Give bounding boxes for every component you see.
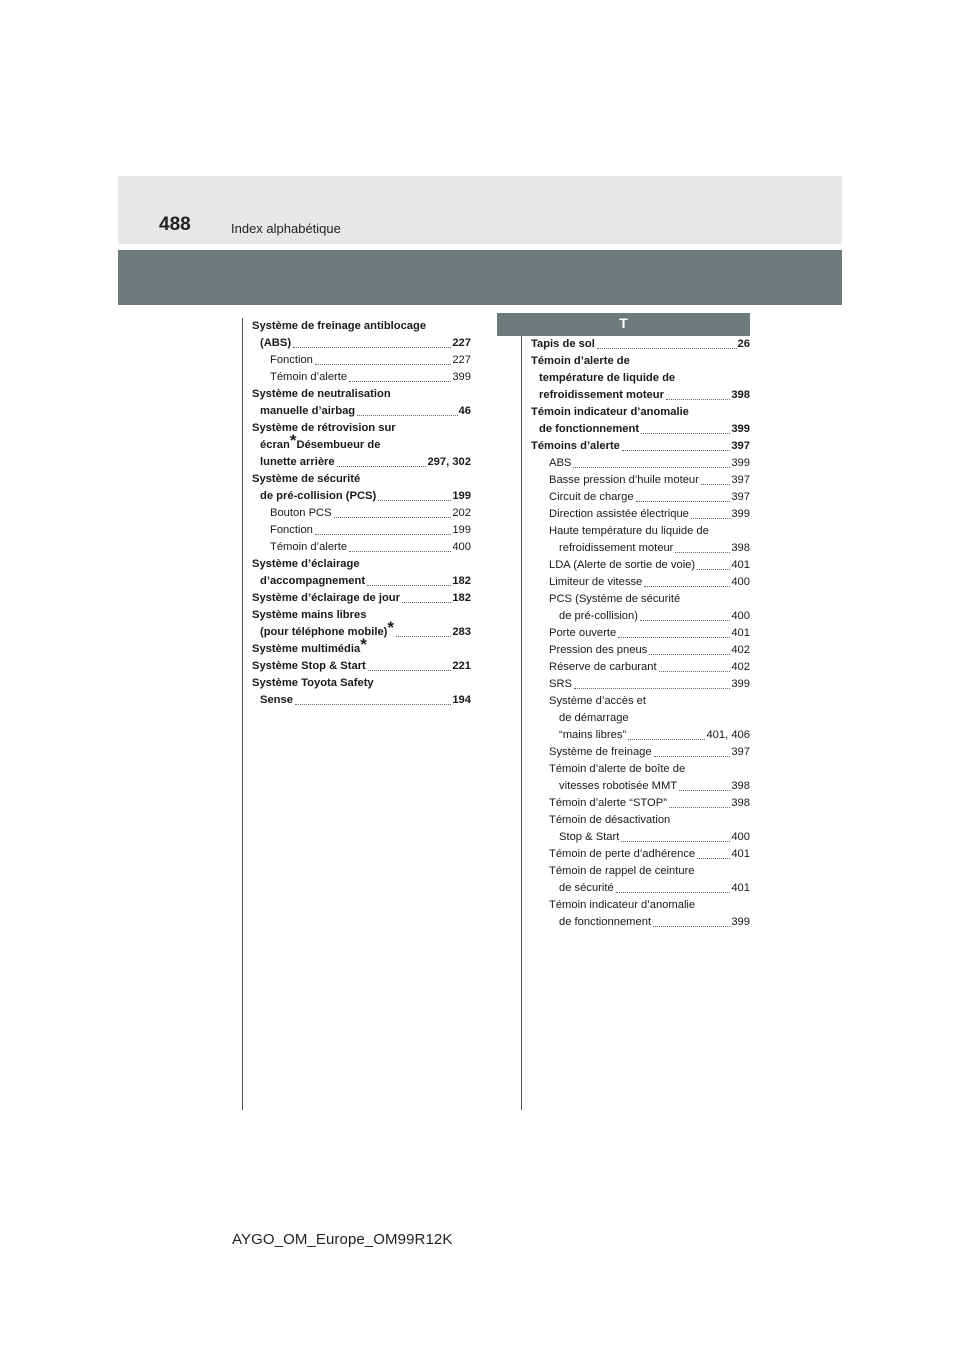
index-entry-text: Témoin indicateur d’anomalie [549, 899, 696, 911]
index-entry [252, 352, 471, 369]
index-entry-text: Témoin de rappel de ceinture [549, 865, 695, 877]
index-entry-page[interactable]: 397 [731, 491, 750, 503]
dot-leader [349, 550, 451, 552]
index-entry-page[interactable]: 227 [452, 337, 471, 349]
index-entry [531, 846, 750, 863]
index-entry-text: Système d’éclairage de jour [252, 592, 400, 604]
index-entry-text: Système de rétrovision sur [252, 422, 396, 434]
index-entry-text: Haute température du liquide de [549, 525, 709, 537]
index-entry-page[interactable]: 399 [731, 916, 750, 928]
index-entry-text: Tapis de sol [531, 338, 595, 350]
index-entry-text: écran [260, 439, 290, 451]
dot-leader [701, 483, 730, 485]
index-entry-page[interactable]: 202 [452, 507, 471, 519]
index-entry [252, 658, 471, 675]
index-entry [252, 607, 471, 624]
dot-leader [669, 806, 730, 808]
dot-leader [653, 925, 730, 927]
index-entry-text: Témoin de désactivation [549, 814, 671, 826]
index-entry [252, 369, 471, 386]
index-entry-text: Porte ouverte [549, 627, 617, 639]
index-entry [531, 710, 750, 727]
dot-leader [574, 687, 730, 689]
dot-leader [295, 703, 451, 705]
index-entry [252, 635, 471, 658]
index-entry-text: Témoin d’alerte [270, 371, 348, 383]
index-entry [531, 863, 750, 880]
index-entry [531, 659, 750, 676]
index-entry [531, 591, 750, 608]
index-entry-page[interactable]: 26 [737, 338, 750, 350]
dot-leader [636, 500, 731, 502]
index-entry-text: Témoins d’alerte [531, 440, 620, 452]
dot-leader [641, 432, 730, 434]
index-entry-text: lunette arrière [260, 456, 335, 468]
index-entry-text: Système Stop & Start [252, 660, 366, 672]
dot-leader [697, 857, 730, 859]
index-entry-page[interactable]: 400 [452, 541, 471, 553]
index-entry [531, 676, 750, 693]
index-entry-text: de pré-collision) [559, 610, 638, 622]
index-entry [531, 557, 750, 574]
dot-leader [640, 619, 730, 621]
header-dark-band [118, 250, 842, 305]
index-entry [252, 471, 471, 488]
dot-leader [697, 568, 730, 570]
index-entry-text: LDA (Alerte de sortie de voie) [549, 559, 696, 571]
index-entry [531, 506, 750, 523]
index-entry [531, 829, 750, 846]
index-entry-page[interactable]: 401 [731, 627, 750, 639]
index-entry-page[interactable]: 194 [452, 694, 471, 706]
index-entry-text: SRS [549, 678, 573, 690]
dot-leader [691, 517, 730, 519]
footnote-star: * [387, 618, 395, 637]
index-entry [252, 522, 471, 539]
index-entry [531, 914, 750, 931]
dot-leader [337, 465, 427, 467]
header-band [118, 176, 842, 244]
index-entry-text: Système mains libres [252, 609, 367, 621]
index-entry-text: de pré-collision (PCS) [260, 490, 377, 502]
index-entry-text: de fonctionnement [539, 423, 640, 435]
index-entry-text: Témoin d’alerte de boîte de [549, 763, 686, 775]
index-entry-page[interactable]: 400 [731, 576, 750, 588]
index-entry-page[interactable]: 398 [731, 542, 750, 554]
index-entry-text: Direction assistée électrique [549, 508, 689, 520]
index-entry-page[interactable]: 397 [731, 474, 750, 486]
dot-leader [679, 789, 730, 791]
footnote-star: * [289, 431, 297, 450]
index-entry-page[interactable]: 199 [452, 490, 471, 502]
dot-leader [649, 653, 730, 655]
index-entry-text: Système d’accès et [549, 695, 647, 707]
dot-leader [666, 398, 730, 400]
index-entry-text: de fonctionnement [559, 916, 652, 928]
index-entry-page[interactable]: 401 [731, 882, 750, 894]
index-entry-page[interactable]: 397 [731, 440, 750, 452]
dot-leader [618, 636, 730, 638]
page-number: 488 [159, 214, 191, 235]
index-entry [531, 642, 750, 659]
index-entry-page[interactable]: 399 [452, 371, 471, 383]
index-entry-text: “mains libres” [559, 729, 627, 741]
index-entry [531, 812, 750, 829]
index-entry-page[interactable]: 199 [452, 524, 471, 536]
index-entry [252, 675, 471, 692]
index-entry-text: Basse pression d’huile moteur [549, 474, 699, 486]
dot-leader [616, 891, 731, 893]
index-entry-text: Système multimédia [252, 643, 361, 655]
index-entry-page[interactable]: 399 [731, 423, 750, 435]
index-entry [531, 540, 750, 557]
dot-leader [396, 635, 451, 637]
index-entry-text: Bouton PCS [270, 507, 332, 519]
dot-leader [675, 551, 730, 553]
index-entry-page[interactable]: 182 [452, 575, 471, 587]
index-entry-text: Système de neutralisation [252, 388, 391, 400]
index-entry-text-continued: Désembueur de [296, 439, 381, 451]
section-title: Index alphabétique [231, 221, 341, 236]
index-column-left [252, 318, 471, 709]
index-entry-text: Témoin d’alerte [270, 541, 348, 553]
dot-leader [367, 584, 451, 586]
index-entry-text: Système de freinage [549, 746, 652, 758]
index-entry-page[interactable]: 182 [452, 592, 471, 604]
index-entry-page[interactable]: 401 [731, 559, 750, 571]
index-entry-page[interactable]: 402 [731, 661, 750, 673]
index-entry-text: manuelle d’airbag [260, 405, 356, 417]
index-entry [531, 387, 750, 404]
index-entry [531, 693, 750, 710]
index-entry [252, 505, 471, 522]
index-entry [531, 608, 750, 625]
index-entry [531, 523, 750, 540]
index-entry-page[interactable]: 399 [731, 508, 750, 520]
index-entry [252, 590, 471, 607]
document-code: AYGO_OM_Europe_OM99R12K [232, 1231, 453, 1248]
index-entry-text: (pour téléphone mobile) [260, 626, 388, 638]
index-entry-text: Système Toyota Safety [252, 677, 374, 689]
index-entry [531, 404, 750, 421]
dot-leader [349, 380, 451, 382]
index-entry [531, 472, 750, 489]
index-entry-page[interactable]: 402 [731, 644, 750, 656]
index-entry [531, 455, 750, 472]
index-entry-text: PCS (Système de sécurité [549, 593, 681, 605]
index-entry-page[interactable]: 398 [731, 780, 750, 792]
index-entry-text: vitesses robotisée MMT [559, 780, 678, 792]
left-column-rule [242, 318, 243, 1110]
dot-leader [573, 466, 730, 468]
footnote-star: * [360, 635, 367, 654]
index-entry-page[interactable]: 227 [452, 354, 471, 366]
index-entry-text: de démarrage [559, 712, 629, 724]
index-entry-page[interactable]: 399 [731, 457, 750, 469]
index-entry-page[interactable]: 297, 302 [427, 456, 471, 468]
index-entry-text: Témoin indicateur d’anomalie [531, 406, 689, 418]
dot-leader [654, 755, 731, 757]
dot-leader [402, 601, 451, 603]
index-entry-page[interactable]: 398 [731, 797, 750, 809]
index-entry-page[interactable]: 400 [731, 831, 750, 843]
dot-leader [368, 669, 452, 671]
dot-leader [622, 449, 730, 451]
index-entry [252, 318, 471, 335]
dot-leader [315, 363, 451, 365]
index-entry-text: Témoin de perte d’adhérence [549, 848, 696, 860]
index-entry [252, 454, 471, 471]
dot-leader [357, 414, 457, 416]
dot-leader [378, 499, 451, 501]
index-entry-text: Sense [260, 694, 293, 706]
index-entry-text: Système d’éclairage [252, 558, 360, 570]
index-column-right [531, 336, 750, 931]
index-entry-page[interactable]: 283 [452, 626, 471, 638]
index-entry-text: Limiteur de vitesse [549, 576, 643, 588]
index-entry-page[interactable]: 398 [731, 389, 750, 401]
index-entry [252, 556, 471, 573]
index-entry-text: Système de freinage antiblocage [252, 320, 427, 332]
dot-leader [597, 347, 737, 349]
dot-leader [644, 585, 730, 587]
index-entry [252, 488, 471, 505]
index-entry [531, 795, 750, 812]
index-entry-text: température de liquide de [539, 372, 676, 384]
index-entry-page[interactable]: 221 [452, 660, 471, 672]
index-entry [531, 574, 750, 591]
index-entry [252, 335, 471, 352]
index-entry-text: Système de sécurité [252, 473, 361, 485]
index-entry-page[interactable]: 401, 406 [706, 729, 750, 741]
index-entry [531, 897, 750, 914]
dot-leader [621, 840, 730, 842]
index-entry [531, 336, 750, 353]
index-entry-text: refroidissement moteur [559, 542, 674, 554]
index-entry [531, 489, 750, 506]
index-entry-page[interactable]: 400 [731, 610, 750, 622]
index-entry [252, 692, 471, 709]
index-entry-text: Témoin d’alerte “STOP” [549, 797, 667, 809]
index-entry-text: Témoin d’alerte de [531, 355, 630, 367]
index-entry [252, 573, 471, 590]
dot-leader [315, 533, 451, 535]
index-entry-page[interactable]: 399 [731, 678, 750, 690]
index-entry-text: refroidissement moteur [539, 389, 664, 401]
index-entry-page[interactable]: 401 [731, 848, 750, 860]
index-entry [252, 431, 471, 454]
dot-leader [628, 738, 705, 740]
dot-leader [334, 516, 452, 518]
index-entry [252, 386, 471, 403]
index-entry-text: Fonction [270, 354, 313, 366]
index-entry [252, 420, 471, 437]
index-entry-page[interactable]: 397 [731, 746, 750, 758]
index-entry [252, 403, 471, 420]
index-entry-text: Stop & Start [559, 831, 620, 843]
index-entry [531, 727, 750, 744]
index-entry [531, 421, 750, 438]
index-entry-text: d’accompagnement [260, 575, 366, 587]
dot-leader [659, 670, 731, 672]
index-entry-text: de sécurité [559, 882, 614, 894]
index-entry-text: (ABS) [260, 337, 292, 349]
index-entry-text: Pression des pneus [549, 644, 648, 656]
index-entry [531, 778, 750, 795]
index-entry-text: Réserve de carburant [549, 661, 657, 673]
index-entry [531, 761, 750, 778]
index-entry [531, 370, 750, 387]
index-entry-text: Circuit de charge [549, 491, 634, 503]
index-entry [531, 438, 750, 455]
index-entry [531, 353, 750, 370]
dot-leader [293, 346, 451, 348]
index-entry-text: ABS [549, 457, 572, 469]
right-column-rule [521, 318, 522, 1110]
index-entry [531, 880, 750, 897]
index-entry [252, 539, 471, 556]
index-entry-text: Fonction [270, 524, 313, 536]
index-entry [531, 744, 750, 761]
index-entry [531, 625, 750, 642]
index-letter-heading: T [497, 313, 750, 336]
index-entry-page[interactable]: 46 [458, 405, 471, 417]
